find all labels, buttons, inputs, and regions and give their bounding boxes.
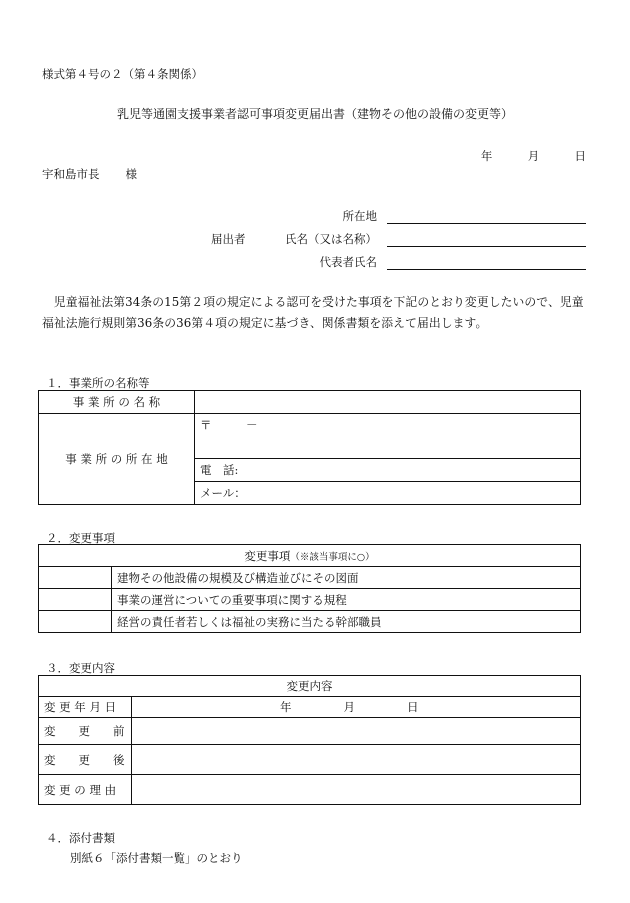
change-after-field[interactable]: [132, 745, 581, 775]
body-text: 児童福祉法第34条の15第２項の規定による認可を受けた事項を下記のとおり変更したいので、児童福祉法施行規則第36条の36第４項の規定に基づき、関係書類を添えて届出します。: [42, 295, 584, 330]
notifier-representative-row: [320, 254, 587, 270]
change-before-label: 変 更 前: [39, 718, 132, 745]
change-item-label-1: 建物その他設備の規模及び構造並びにその図面: [112, 567, 581, 589]
notifier-role-label: 届出者: [211, 232, 246, 246]
change-reason-label: 変 更 の 理 由: [39, 775, 132, 805]
change-item-mark-2[interactable]: [39, 589, 112, 611]
section4-heading: ４．添付書類: [46, 831, 115, 845]
notifier-address-field[interactable]: [387, 209, 586, 224]
facility-location-label: 事 業 所 の 所 在 地: [39, 414, 195, 505]
notifier-name-row: [285, 231, 586, 247]
form-number: 様式第４号の２（第４条関係）: [42, 67, 203, 81]
notifier-representative-field[interactable]: [387, 255, 586, 270]
change-items-header: 変更事項（※該当事項に○）: [39, 545, 581, 567]
notifier-address-row: [343, 208, 587, 224]
facility-email-field[interactable]: メール：: [195, 482, 581, 505]
section1-heading: １．事業所の名称等: [46, 376, 150, 390]
date-month-label: 月: [527, 149, 540, 163]
section2-heading: ２．変更事項: [46, 531, 115, 545]
facility-name-field[interactable]: [195, 391, 581, 414]
addressee: [42, 166, 137, 182]
change-items-note: （※該当事項に○）: [290, 551, 375, 563]
change-items-table: [38, 544, 581, 633]
date-day-label: 日: [574, 149, 586, 163]
section3-heading: ３．変更内容: [46, 661, 115, 675]
facility-info-table: [38, 390, 581, 505]
notifier-address-label: 所在地: [342, 209, 377, 223]
change-item-label-2: 事業の運営についての重要事項に関する規程: [112, 589, 581, 611]
addressee-name: 宇和島市長: [42, 167, 100, 181]
change-item-mark-1[interactable]: [39, 567, 112, 589]
document-title: 乳児等通園支援事業者認可事項変更届出書（建物その他の設備の変更等）: [116, 107, 513, 121]
notifier-representative-label: 代表者氏名: [319, 255, 377, 269]
change-details-header: 変更内容: [39, 676, 581, 697]
change-details-table: [38, 675, 581, 805]
change-date-label: 変 更 年 月 日: [39, 697, 132, 718]
honorific: 様: [125, 167, 137, 181]
attachments-text: 別紙６「添付書類一覧」のとおり: [70, 851, 243, 865]
change-before-field[interactable]: [132, 718, 581, 745]
notifier-name-label: 氏名（又は名称）: [285, 232, 377, 246]
change-date-month: 月: [343, 700, 355, 714]
change-item-mark-3[interactable]: [39, 611, 112, 633]
change-date-year: 年: [280, 700, 292, 714]
date-year-label: 年: [480, 149, 493, 163]
change-reason-field[interactable]: [132, 775, 581, 805]
change-item-label-3: 経営の責任者若しくは福祉の実務に当たる幹部職員: [112, 611, 581, 633]
change-date-day: 日: [407, 700, 419, 714]
facility-postal-field[interactable]: 〒 －: [195, 414, 581, 459]
facility-name-label: 事 業 所 の 名 称: [39, 391, 195, 414]
notifier-name-field[interactable]: [387, 232, 586, 247]
change-after-label: 変 更 後: [39, 745, 132, 775]
submission-date: [481, 148, 586, 164]
facility-phone-field[interactable]: 電 話:: [195, 459, 581, 482]
change-date-field[interactable]: [132, 697, 581, 718]
